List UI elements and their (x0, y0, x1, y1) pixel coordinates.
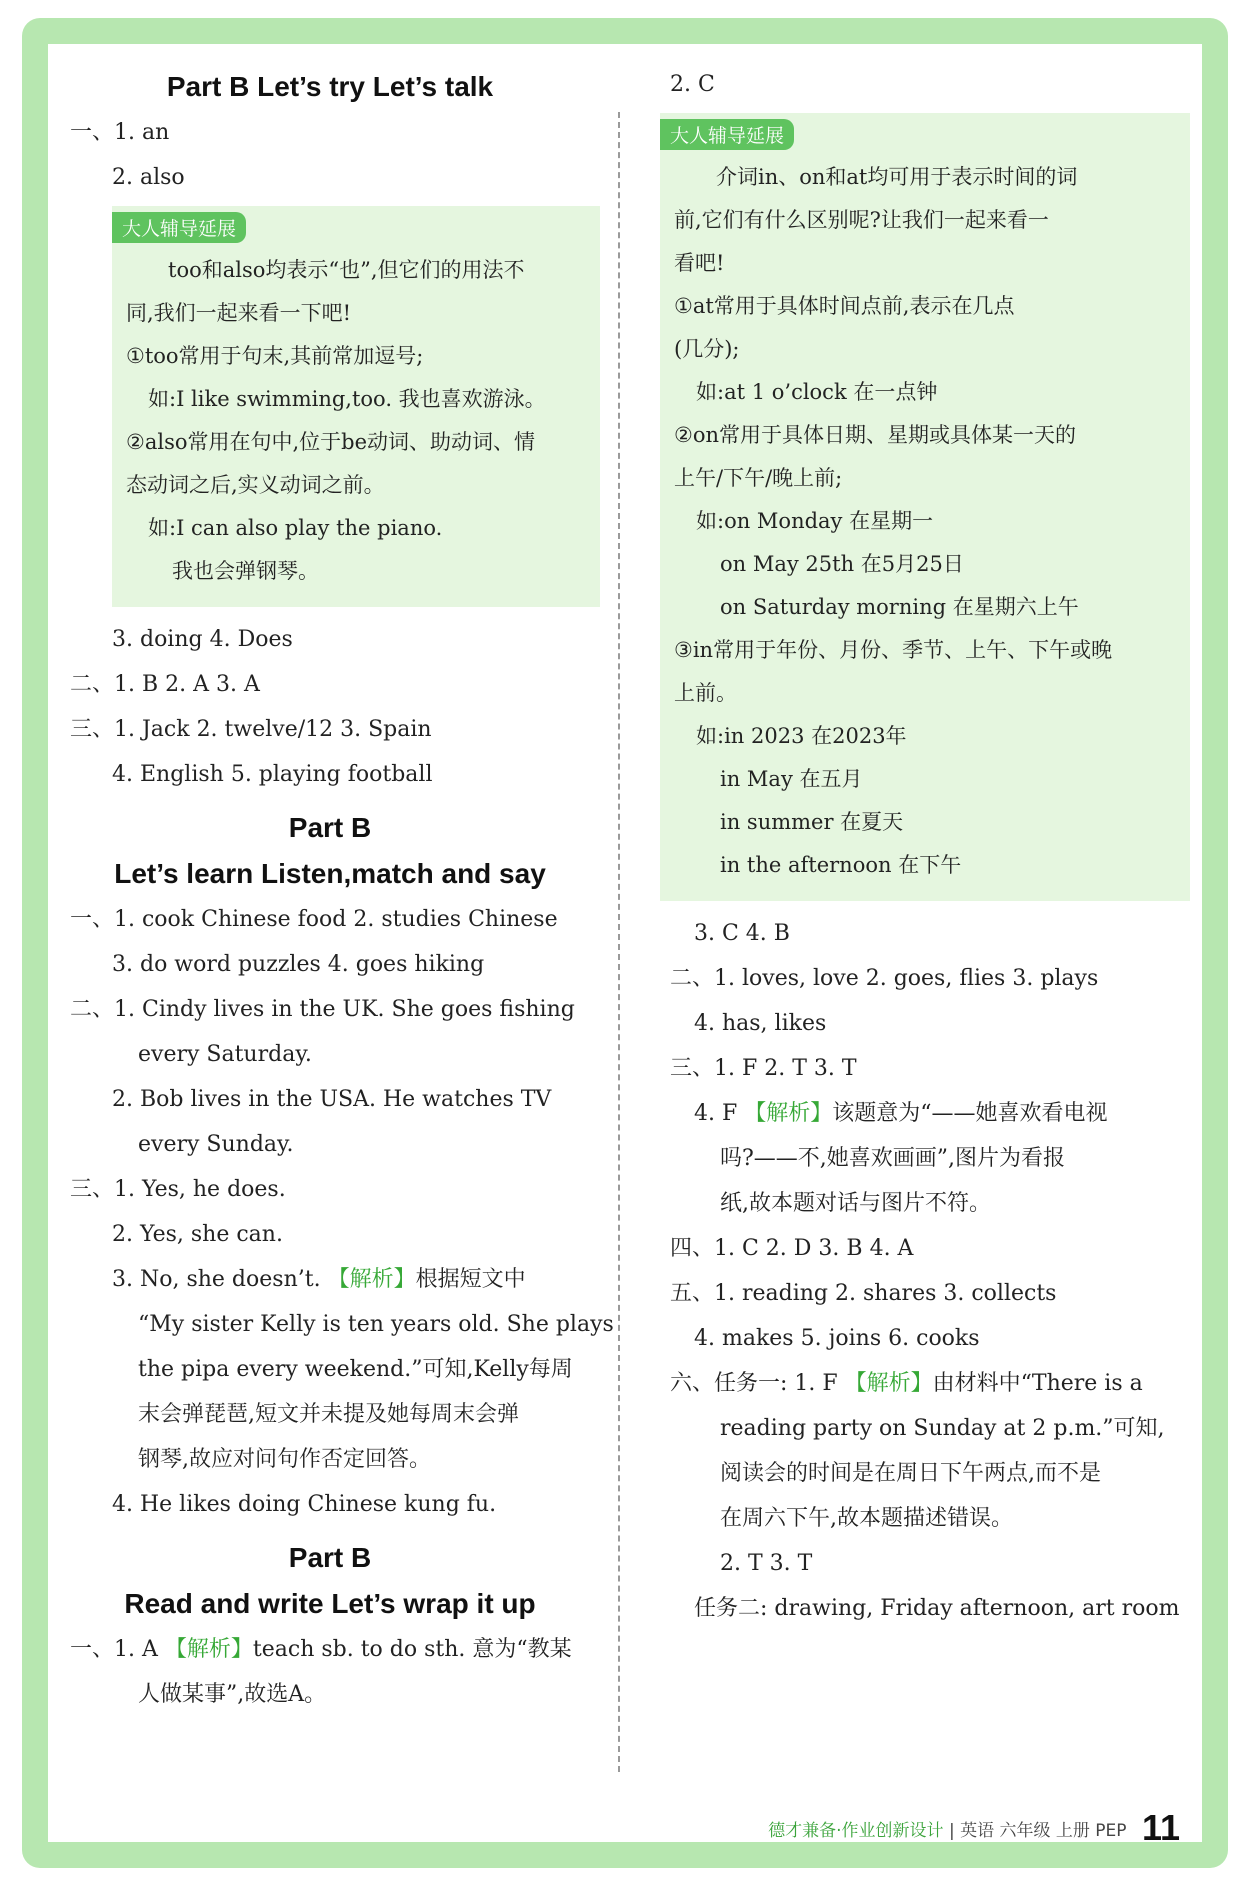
note-line: 上午/下午/晚上前; (674, 466, 843, 490)
answer-line: 4. has, likes (694, 1011, 827, 1036)
answer-line: 三、1. Yes, he does. (70, 1177, 286, 1202)
right-column (660, 52, 1190, 1631)
note-line: ③in常用于年份、月份、季节、上午、下午或晚 (674, 638, 1113, 662)
answer-line: 钢琴,故应对问句作否定回答。 (138, 1447, 431, 1472)
footer-meta: | 英语 六年级 上册 PEP (948, 1821, 1127, 1841)
note-line: too和also均表示“也”,但它们的用法不 (168, 258, 525, 282)
answer-line: every Sunday. (138, 1132, 294, 1157)
note-line: 如:I can also play the piano. (148, 516, 443, 540)
answer-line: 二、1. B 2. A 3. A (70, 672, 260, 697)
note-line: 如:on Monday 在星期一 (696, 509, 934, 533)
analysis-tag: 【解析】 (844, 1371, 933, 1396)
page-number: 11 (1141, 1807, 1180, 1848)
note-line: 上前。 (674, 681, 737, 705)
section-title: Part B (288, 1542, 372, 1573)
note-line: on Saturday morning 在星期六上午 (720, 595, 1079, 619)
note-line: 看吧! (674, 251, 725, 275)
answer-text: 六、任务一: 1. F (670, 1371, 845, 1396)
left-column (60, 52, 614, 1717)
note-tag: 大人辅导延展 (660, 119, 794, 150)
note-line: 介词in、on和at均可用于表示时间的词 (716, 165, 1078, 189)
answer-text: teach sb. to do sth. 意为“教某 (252, 1637, 572, 1662)
answer-line: 三、1. F 2. T 3. T (670, 1056, 857, 1081)
answer-line: 在周六下午,故本题描述错误。 (720, 1506, 1013, 1531)
answer-text: 由材料中“There is a (932, 1371, 1143, 1396)
answer-line: 4. He likes doing Chinese kung fu. (112, 1492, 497, 1517)
answer-line: every Saturday. (138, 1042, 312, 1067)
footer-brand: 德才兼备·作业创新设计 (768, 1821, 944, 1841)
answer-line: 五、1. reading 2. shares 3. collects (670, 1281, 1057, 1306)
note-line: in the afternoon 在下午 (720, 853, 962, 877)
note-line: ①at常用于具体时间点前,表示在几点 (674, 294, 1015, 318)
answer-line: “My sister Kelly is ten years old. She plays (138, 1312, 614, 1337)
analysis-tag: 【解析】 (327, 1267, 416, 1292)
note-line: 如:I like swimming,too. 我也喜欢游泳。 (148, 387, 546, 411)
note-line: 同,我们一起来看一下吧! (126, 301, 352, 325)
answer-line: 一、1. cook Chinese food 2. studies Chinese (70, 907, 558, 932)
section-title: Part B (288, 812, 372, 843)
page-footer (768, 1807, 1180, 1849)
note-line: 如:at 1 o’clock 在一点钟 (696, 380, 938, 404)
answer-line: 二、1. Cindy lives in the UK. She goes fishing (70, 997, 575, 1022)
analysis-tag: 【解析】 (164, 1637, 253, 1662)
answer-line: 4. English 5. playing football (112, 762, 433, 787)
note-line: 如:in 2023 在2023年 (696, 724, 907, 748)
note-line: 前,它们有什么区别呢?让我们一起来看一 (674, 208, 1049, 232)
answer-line: 2. also (112, 165, 185, 190)
answer-line: 末会弹琵琶,短文并未提及她每周末会弹 (138, 1402, 519, 1427)
answer-line: 纸,故本题对话与图片不符。 (720, 1191, 991, 1216)
answer-line: 3. C 4. B (694, 921, 790, 946)
answer-line: 2. Bob lives in the USA. He watches TV (112, 1087, 552, 1112)
answer-line: 4. makes 5. joins 6. cooks (694, 1326, 980, 1351)
answer-line: 一、1. an (70, 120, 170, 145)
tutor-note (112, 206, 600, 607)
analysis-tag: 【解析】 (744, 1101, 833, 1126)
note-line: (几分); (674, 337, 740, 361)
answer-text: 4. F (694, 1101, 745, 1126)
answer-line: 任务二: drawing, Friday afternoon, art room (694, 1596, 1180, 1621)
answer-line: 3. doing 4. Does (112, 627, 293, 652)
answer-line: 人做某事”,故选A。 (138, 1682, 327, 1707)
answer-text: 该题意为“——她喜欢看电视 (832, 1101, 1108, 1126)
section-title: Let’s learn Listen,match and say (114, 858, 546, 889)
note-line: 态动词之后,实义动词之前。 (126, 473, 385, 497)
answer-text: 根据短文中 (415, 1267, 526, 1292)
answer-line: 2. T 3. T (720, 1551, 813, 1576)
note-line: in summer 在夏天 (720, 810, 904, 834)
answer-line: 3. do word puzzles 4. goes hiking (112, 952, 485, 977)
note-line: ①too常用于句末,其前常加逗号; (126, 344, 424, 368)
answer-line: 四、1. C 2. D 3. B 4. A (670, 1236, 914, 1261)
answer-line (660, 1361, 1190, 1406)
section-title: Read and write Let’s wrap it up (124, 1588, 536, 1619)
answer-line (60, 1257, 600, 1302)
answer-line: reading party on Sunday at 2 p.m.”可知, (720, 1416, 1165, 1441)
answer-line: 二、1. loves, love 2. goes, flies 3. plays (670, 966, 1099, 991)
answer-line: 吗?——不,她喜欢画画”,图片为看报 (720, 1146, 1066, 1171)
column-divider (618, 112, 620, 1772)
note-line: on May 25th 在5月25日 (720, 552, 964, 576)
answer-text: 3. No, she doesn’t. (112, 1267, 328, 1292)
answer-line: 三、1. Jack 2. twelve/12 3. Spain (70, 717, 432, 742)
answer-line (60, 1627, 600, 1672)
answer-line: 2. Yes, she can. (112, 1222, 283, 1247)
answer-text: 一、1. A (70, 1637, 165, 1662)
answer-line (660, 1091, 1190, 1136)
answer-line: 阅读会的时间是在周日下午两点,而不是 (720, 1461, 1101, 1486)
note-line: ②also常用在句中,位于be动词、助动词、情 (126, 430, 536, 454)
section-title: Part B Let’s try Let’s talk (166, 71, 494, 102)
answer-line: the pipa every weekend.”可知,Kelly每周 (138, 1357, 573, 1382)
tutor-note (660, 113, 1190, 901)
page (60, 52, 1190, 1838)
answer-line: 2. C (670, 72, 715, 97)
note-tag: 大人辅导延展 (112, 212, 246, 243)
note-line: 我也会弹钢琴。 (172, 559, 319, 583)
note-line: in May 在五月 (720, 767, 863, 791)
note-line: ②on常用于具体日期、星期或具体某一天的 (674, 423, 1076, 447)
